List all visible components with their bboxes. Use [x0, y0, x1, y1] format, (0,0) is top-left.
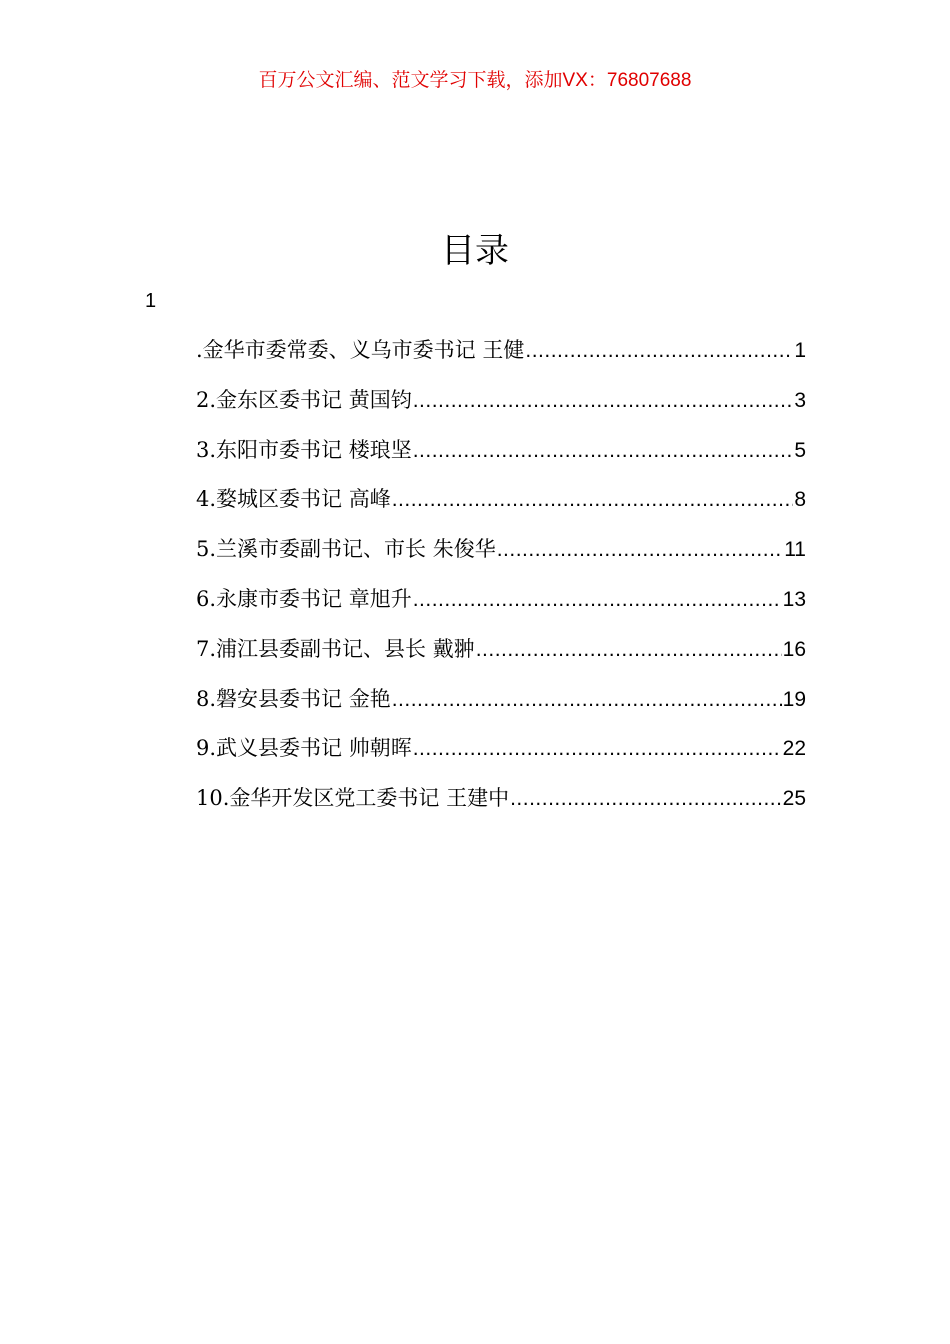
- toc-leader-dots: [497, 534, 783, 566]
- header-watermark-text: 百万公文汇编、范文学习下载，添加VX：76807688: [258, 70, 692, 91]
- toc-entry-page: 22: [782, 737, 806, 761]
- toc-entry-label: 6.永康市委书记 章旭升: [196, 586, 412, 611]
- toc-entry[interactable]: [196, 732, 806, 782]
- toc-entry-page: 19: [782, 687, 806, 711]
- table-of-contents: [196, 334, 806, 832]
- toc-entry-page: 16: [782, 637, 806, 661]
- toc-leader-dots: [510, 783, 782, 815]
- toc-entry-label: 10.金华开发区党工委书记 王建中: [196, 786, 510, 811]
- toc-entry-page: 25: [782, 787, 806, 811]
- toc-entry-page: 11: [784, 538, 806, 562]
- toc-leader-dots: [413, 733, 782, 765]
- toc-entry[interactable]: [196, 483, 806, 533]
- toc-entry[interactable]: [196, 434, 806, 484]
- toc-entry[interactable]: [196, 583, 806, 633]
- toc-leader-dots: [476, 634, 782, 666]
- toc-leader-dots: [413, 584, 782, 616]
- toc-leader-dots: [392, 484, 794, 516]
- toc-entry-label: 7.浦江县委副书记、县长 戴翀: [196, 636, 475, 661]
- toc-entry[interactable]: [196, 384, 806, 434]
- list-number: 1: [145, 290, 157, 312]
- toc-leader-dots: [392, 684, 782, 716]
- toc-entry[interactable]: [196, 633, 806, 683]
- toc-entry-label: 8.磐安县委书记 金艳: [196, 686, 391, 711]
- toc-leader-dots: [413, 385, 794, 417]
- toc-entry[interactable]: [196, 683, 806, 733]
- toc-entry-page: 13: [782, 587, 806, 611]
- page-title: 目录: [441, 231, 509, 271]
- toc-entry-label: 5.兰溪市委副书记、市长 朱俊华: [196, 537, 496, 562]
- toc-entry-page: 1: [794, 339, 806, 362]
- toc-entry-label: .金华市委常委、义乌市委书记 王健: [196, 338, 525, 362]
- toc-leader-dots: [413, 435, 794, 467]
- toc-entry-label: 2.金东区委书记 黄国钧: [196, 387, 412, 412]
- toc-entry-page: 8: [794, 488, 806, 512]
- toc-entry-page: 3: [794, 388, 806, 412]
- toc-entry[interactable]: [196, 782, 806, 832]
- toc-leader-dots: [525, 335, 793, 367]
- toc-entry[interactable]: [196, 334, 806, 384]
- toc-entry-label: 9.武义县委书记 帅朝晖: [196, 736, 412, 761]
- toc-entry-label: 4.婺城区委书记 高峰: [196, 487, 391, 512]
- toc-entry[interactable]: [196, 533, 806, 583]
- toc-entry-label: 3.东阳市委书记 楼琅坚: [196, 437, 412, 462]
- toc-entry-page: 5: [794, 438, 806, 462]
